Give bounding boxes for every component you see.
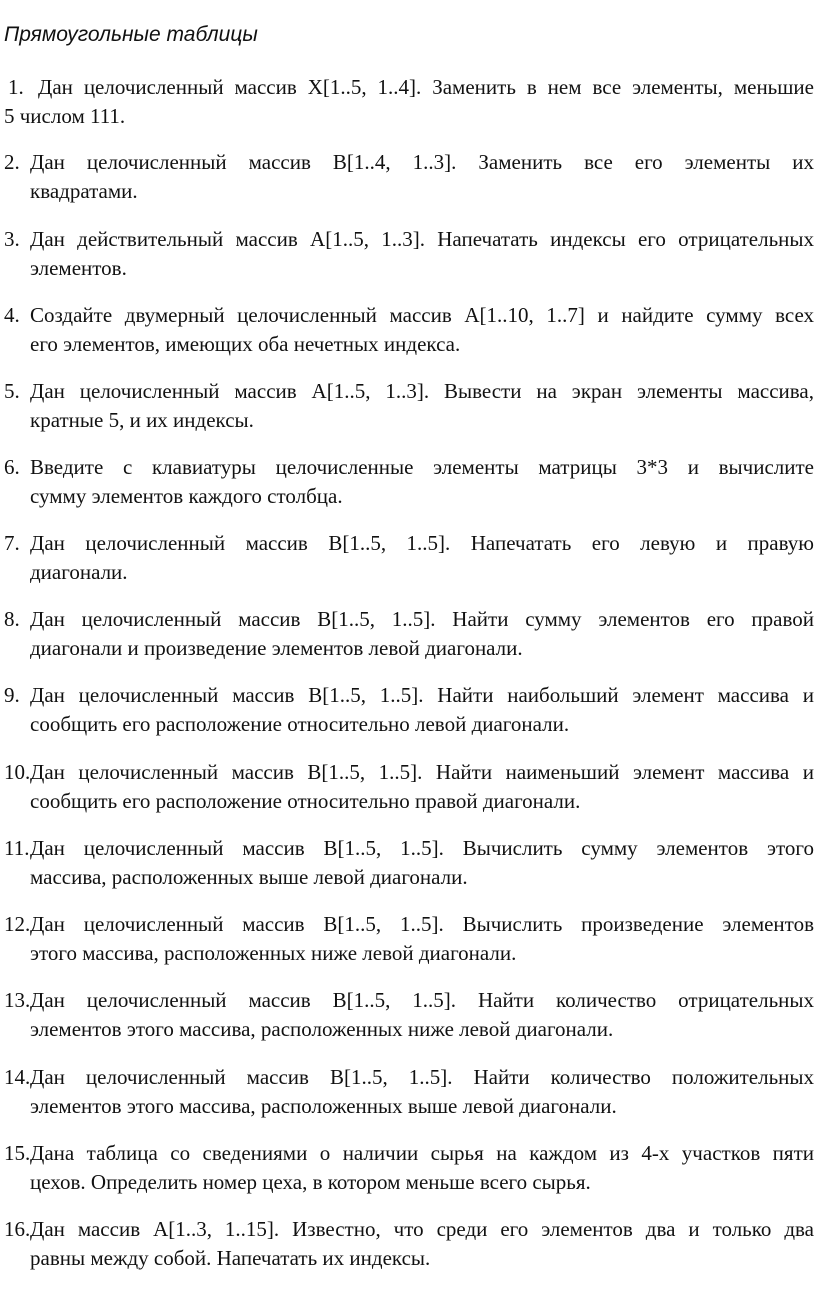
task-continuation: диагонали.	[30, 559, 128, 584]
task-text: Создайте двумерный целочисленный массив A[1..10, 1..7] и найдите сумму всех	[30, 303, 814, 327]
task-text: Дан целочисленный массив B[1..5, 1..5]. Напечатать его левую и правую	[30, 531, 814, 555]
task-continuation: равны между собой. Напечатать их индексы.	[30, 1245, 431, 1270]
task-first-line	[4, 986, 814, 1015]
task-item-4	[4, 301, 814, 358]
task-item-10	[4, 758, 814, 815]
task-first-line	[4, 148, 814, 177]
task-text: Дан целочисленный массив B[1..5, 1..5]. Вычислить произведение элементов	[30, 912, 814, 936]
task-first-line	[4, 453, 814, 482]
task-first-line	[4, 758, 814, 787]
task-continuation: его элементов, имеющих оба нечетных индекса.	[30, 331, 461, 356]
task-text: Дана таблица со сведениями о наличии сырья на каждом из 4-х участков пяти	[30, 1141, 814, 1165]
task-number: 14.	[4, 1065, 31, 1089]
task-item-1	[4, 73, 814, 130]
task-number: 3.	[4, 227, 20, 251]
task-first-line	[4, 225, 814, 254]
task-number: 11.	[4, 836, 30, 860]
task-item-15	[4, 1139, 814, 1196]
task-text: Дан массив A[1..3, 1..15]. Известно, что среди его элементов два и только два	[30, 1217, 814, 1241]
task-number: 6.	[4, 455, 20, 479]
task-item-14	[4, 1063, 814, 1120]
task-continuation: квадратами.	[30, 178, 138, 203]
task-number: 5.	[4, 379, 20, 403]
task-text: Дан целочисленный массив B[1..5, 1..5]. Найти количество положительных	[30, 1065, 814, 1089]
task-continuation: элементов этого массива, расположенных выше левой диагонали.	[30, 1093, 617, 1118]
task-first-line	[4, 1063, 814, 1092]
task-continuation: сообщить его расположение относительно левой диагонали.	[30, 711, 570, 736]
task-first-line	[4, 1215, 814, 1244]
task-first-line	[4, 377, 814, 406]
task-first-line	[4, 529, 814, 558]
task-continuation: 5 числом 111.	[4, 103, 126, 128]
task-first-line	[4, 1139, 814, 1168]
task-continuation: элементов.	[30, 255, 127, 280]
task-number: 16.	[4, 1217, 31, 1241]
task-number: 8.	[4, 607, 20, 631]
task-item-11	[4, 834, 814, 891]
task-number: 15.	[4, 1141, 31, 1165]
task-item-2	[4, 148, 814, 205]
task-continuation: массива, расположенных выше левой диагонали.	[30, 864, 468, 889]
task-number: 10.	[4, 760, 31, 784]
task-item-7	[4, 529, 814, 586]
task-first-line	[4, 301, 814, 330]
page-title: Прямоугольные таблицы	[4, 23, 258, 46]
task-item-13	[4, 986, 814, 1043]
task-item-3	[4, 225, 814, 282]
task-text: Дан целочисленный массив B[1..5, 1..5]. Вычислить сумму элементов этого	[30, 836, 814, 860]
task-continuation: диагонали и произведение элементов левой диагонали.	[30, 635, 523, 660]
task-continuation: цехов. Определить номер цеха, в котором меньше всего сырья.	[30, 1169, 591, 1194]
task-item-6	[4, 453, 814, 510]
task-text: Дан целочисленный массив B[1..5, 1..5]. Найти наименьший элемент массива и	[30, 760, 814, 784]
task-item-5	[4, 377, 814, 434]
task-continuation: элементов этого массива, расположенных ниже левой диагонали.	[30, 1016, 614, 1041]
task-continuation: сообщить его расположение относительно правой диагонали.	[30, 788, 581, 813]
task-text: Дан действительный массив A[1..5, 1..3]. Напечатать индексы его отрицательных	[30, 227, 814, 251]
task-first-line	[4, 73, 814, 102]
task-first-line	[4, 681, 814, 710]
task-number: 2.	[4, 150, 20, 174]
task-continuation: кратные 5, и их индексы.	[30, 407, 254, 432]
task-continuation: сумму элементов каждого столбца.	[30, 483, 343, 508]
task-first-line	[4, 605, 814, 634]
task-item-9	[4, 681, 814, 738]
task-text: Дан целочисленный массив B[1..4, 1..3]. Заменить все его элементы их	[30, 150, 814, 174]
task-item-16	[4, 1215, 814, 1272]
task-text: Введите с клавиатуры целочисленные элементы матрицы 3*3 и вычислите	[30, 455, 814, 479]
task-text: Дан целочисленный массив A[1..5, 1..3]. Вывести на экран элементы массива,	[30, 379, 814, 403]
task-number: 7.	[4, 531, 20, 555]
task-number: 4.	[4, 303, 20, 327]
task-text: Дан целочисленный массив X[1..5, 1..4]. Заменить в нем все элементы, меньшие	[38, 75, 814, 99]
task-first-line	[4, 910, 814, 939]
task-number: 13.	[4, 988, 31, 1012]
task-text: Дан целочисленный массив B[1..5, 1..5]. Найти сумму элементов его правой	[30, 607, 814, 631]
task-item-12	[4, 910, 814, 967]
task-text: Дан целочисленный массив B[1..5, 1..5]. Найти количество отрицательных	[30, 988, 814, 1012]
task-text: Дан целочисленный массив B[1..5, 1..5]. Найти наибольший элемент массива и	[30, 683, 814, 707]
task-number: 1.	[8, 75, 24, 99]
task-number: 12.	[4, 912, 31, 936]
task-item-8	[4, 605, 814, 662]
task-first-line	[4, 834, 814, 863]
task-number: 9.	[4, 683, 20, 707]
task-continuation: этого массива, расположенных ниже левой диагонали.	[30, 940, 517, 965]
